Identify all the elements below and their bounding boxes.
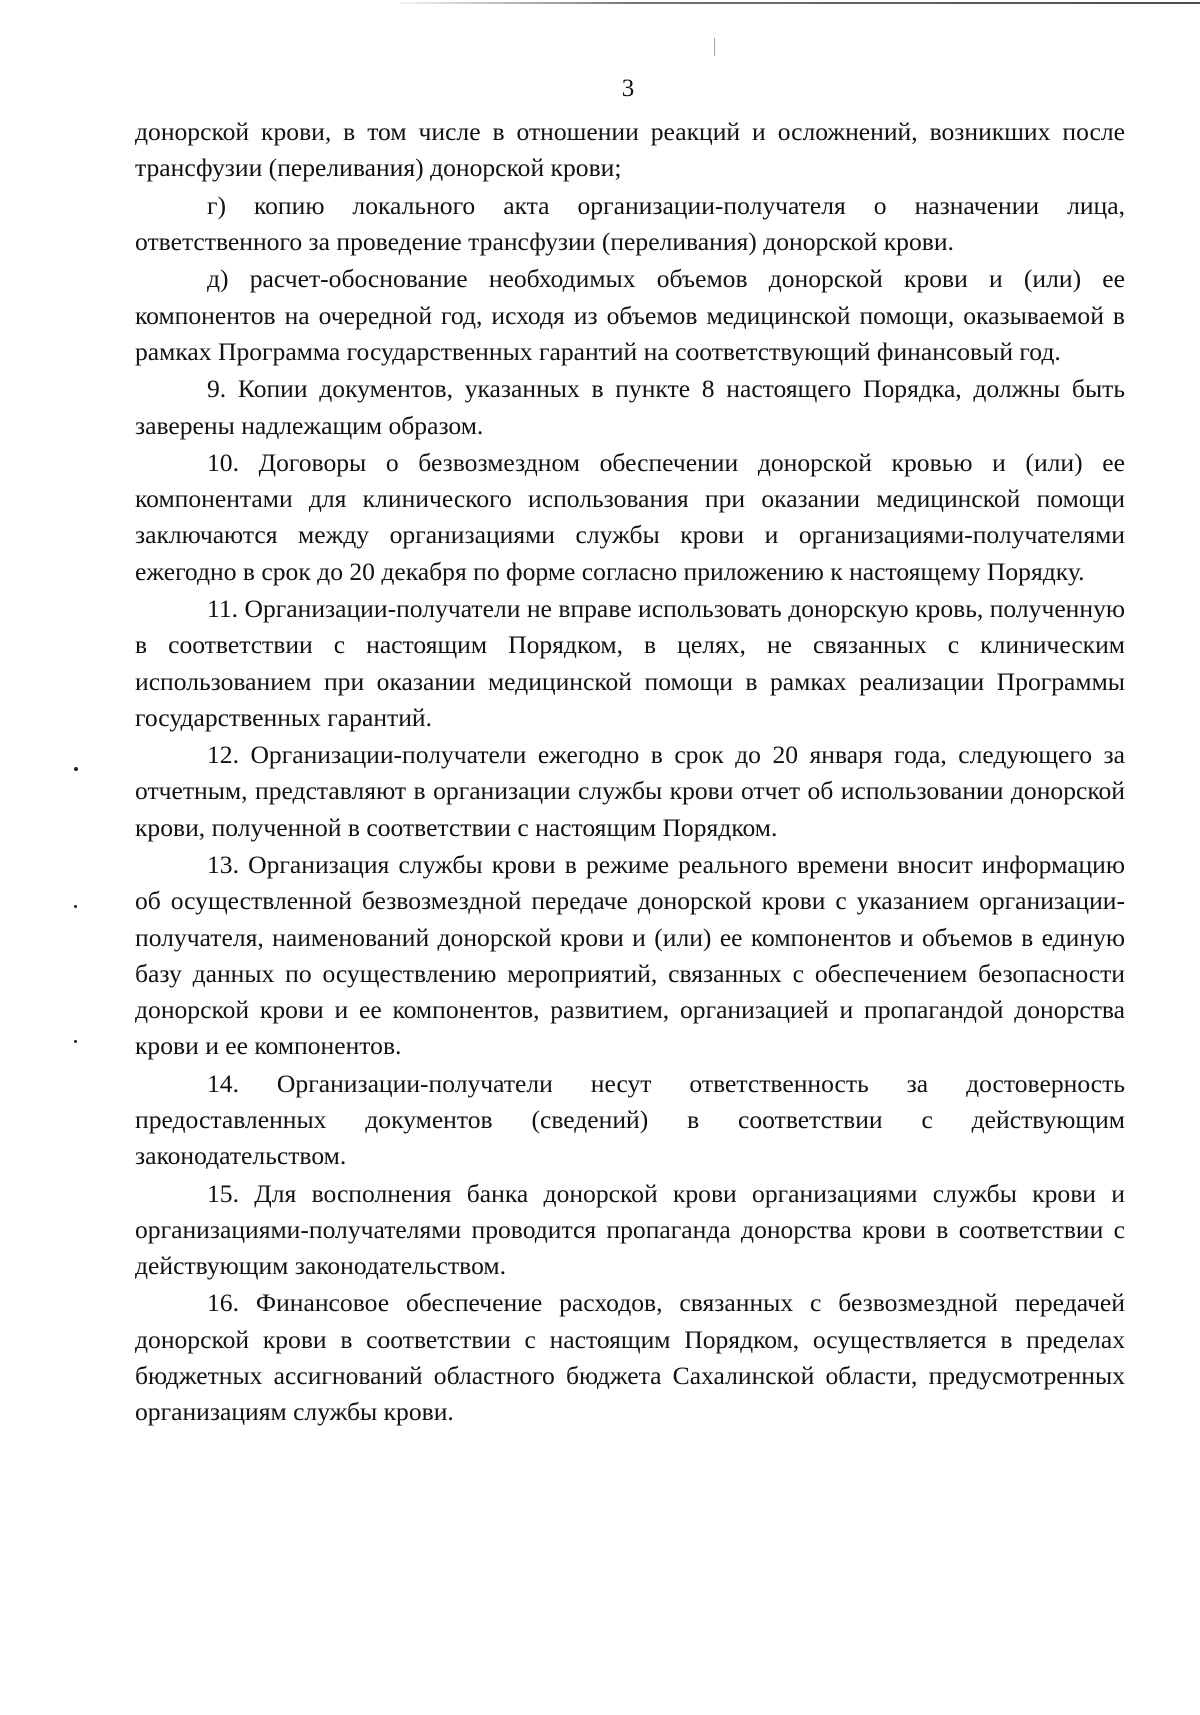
paragraph-10: 10. Договоры о безвозмездном обеспечении донорской кровью и (или) ее компонентами для клинического использования при оказании медицинской помощи заключаются между организациями службы крови и организациями-получателями ежегодно в срок до 20 декабря по форме согласно приложению к настоящему Порядку. (135, 448, 1125, 586)
paragraph-15: 15. Для восполнения банка донорской крови организациями службы крови и организациями-получателями проводится пропаганда донорства крови в соответствии с действующим законодательством. (135, 1178, 1125, 1280)
scan-border-line (400, 2, 1200, 4)
scan-speck (74, 905, 77, 908)
paragraph-11: 11. Организации-получатели не вправе использовать донорскую кровь, полученную в соответствии с настоящим Порядком, в целях, не связанных с клиническим использованием при оказании медицинской помощи в рамках реализации Программы государственных гарантий. (135, 594, 1125, 732)
document-body (135, 114, 1125, 1432)
paragraph-continuation: донорской крови, в том числе в отношении реакций и осложнений, возникших после трансфузии (переливания) донорской крови; (135, 117, 1125, 183)
scan-speck (74, 1040, 77, 1043)
paragraph-item-g: г) копию локального акта организации-получателя о назначении лица, ответственного за проведение трансфузии (переливания) донорской крови. (135, 190, 1125, 256)
paragraph-13: 13. Организация службы крови в режиме реального времени вносит информацию об осуществленной безвозмездной передаче донорской крови с указанием организации-получателя, наименований донорской крови и (или) ее компонентов и объемов в единую базу данных по осуществлению мероприятий, связанных с обеспечением безопасности донорской крови и ее компонентов, развитием, организацией и пропагандой донорства крови и ее компонентов. (135, 850, 1125, 1061)
scan-speck (74, 767, 78, 771)
paragraph-14: 14. Организации-получатели несут ответственность за достоверность предоставленных документов (сведений) в соответствии с действующим законодательством. (135, 1068, 1125, 1171)
paragraph-16: 16. Финансовое обеспечение расходов, связанных с безвозмездной передачей донорской крови в соответствии с настоящим Порядком, осуществляется в пределах бюджетных ассигнований областного бюджета Сахалинской области, предусмотренных организациям службы крови. (135, 1288, 1125, 1427)
page-number: 3 (621, 75, 635, 102)
scan-mark (714, 38, 715, 56)
paragraph-9: 9. Копии документов, указанных в пункте 8 настоящего Порядка, должны быть заверены надлежащим образом. (135, 374, 1125, 440)
paragraph-12: 12. Организации-получатели ежегодно в срок до 20 января года, следующего за отчетным, представляют в организации службы крови отчет об использовании донорской крови, полученной в соответствии с настоящим Порядком. (135, 740, 1125, 842)
paragraph-item-d: д) расчет-обоснование необходимых объемов донорской крови и (или) ее компонентов на очередной год, исходя из объемов медицинской помощи, оказываемой в рамках Программа государственных гарантий на соответствующий финансовый год. (135, 264, 1125, 366)
